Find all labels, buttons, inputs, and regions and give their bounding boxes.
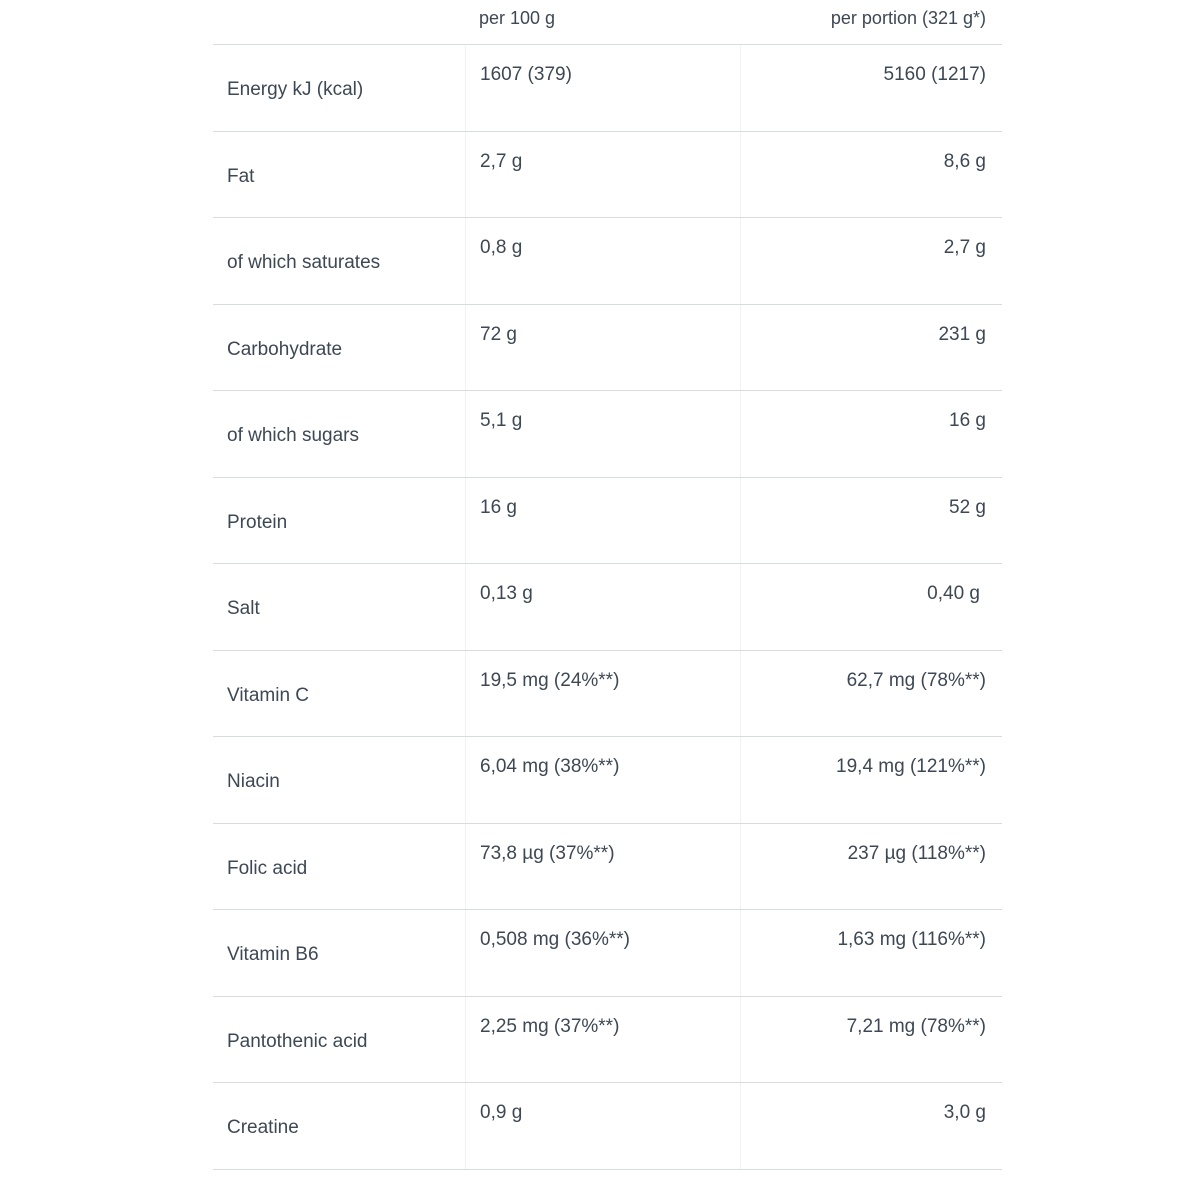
value-per-100g: 0,508 mg (36%**)	[465, 910, 740, 996]
value-per-portion: 0,40 g	[740, 564, 1002, 650]
table-row	[213, 824, 1002, 911]
value-per-portion: 237 µg (118%**)	[740, 824, 1002, 910]
nutrient-label: of which saturates	[227, 252, 381, 273]
table-row	[213, 478, 1002, 565]
nutrient-label: Fat	[227, 165, 255, 187]
value-per-100g: 2,7 g	[465, 132, 740, 218]
nutrient-label: Salt	[227, 598, 260, 619]
table-row	[213, 1083, 1002, 1170]
nutrient-label: Niacin	[227, 771, 280, 792]
header-label-cell	[213, 0, 465, 44]
value-per-portion: 231 g	[740, 305, 1002, 391]
value-per-portion: 7,21 mg (78%**)	[740, 997, 1002, 1083]
value-per-100g: 6,04 mg (38%**)	[465, 737, 740, 823]
value-per-portion: 2,7 g	[740, 218, 1002, 304]
nutrition-table	[213, 0, 1002, 1170]
value-per-portion: 19,4 mg (121%**)	[740, 737, 1002, 823]
table-row	[213, 218, 1002, 305]
table-row	[213, 45, 1002, 132]
value-per-portion: 3,0 g	[740, 1083, 1002, 1169]
header-per-portion: per portion (321 g*)	[830, 8, 986, 28]
value-per-100g: 2,25 mg (37%**)	[465, 997, 740, 1083]
nutrient-label: Protein	[227, 511, 288, 533]
value-per-100g: 1607 (379)	[465, 45, 740, 131]
value-per-100g: 16 g	[465, 478, 740, 564]
nutrient-label: Carbohydrate	[227, 338, 343, 360]
value-per-portion: 62,7 mg (78%**)	[740, 651, 1002, 737]
value-per-100g: 19,5 mg (24%**)	[465, 651, 740, 737]
table-row	[213, 305, 1002, 392]
value-per-100g: 0,8 g	[465, 218, 740, 304]
nutrient-label: Vitamin B6	[227, 944, 319, 965]
nutrient-label: Folic acid	[227, 857, 308, 879]
table-row	[213, 737, 1002, 824]
value-per-portion: 5160 (1217)	[740, 45, 1002, 131]
value-per-100g: 73,8 µg (37%**)	[465, 824, 740, 910]
nutrient-label: of which sugars	[227, 425, 360, 446]
value-per-100g: 0,9 g	[465, 1083, 740, 1169]
table-row	[213, 651, 1002, 738]
header-per-100g: per 100 g	[479, 8, 556, 28]
table-row	[213, 564, 1002, 651]
table-row	[213, 910, 1002, 997]
table-row	[213, 391, 1002, 478]
nutrient-label: Creatine	[227, 1117, 299, 1138]
table-row	[213, 997, 1002, 1084]
nutrient-label: Pantothenic acid	[227, 1030, 368, 1052]
value-per-100g: 72 g	[465, 305, 740, 391]
value-per-portion: 1,63 mg (116%**)	[740, 910, 1002, 996]
table-row	[213, 132, 1002, 219]
value-per-100g: 0,13 g	[465, 564, 740, 650]
value-per-portion: 52 g	[740, 478, 1002, 564]
value-per-portion: 8,6 g	[740, 132, 1002, 218]
table-header	[213, 0, 1002, 45]
nutrient-label: Energy kJ (kcal)	[227, 79, 364, 100]
value-per-portion: 16 g	[740, 391, 1002, 477]
nutrient-label: Vitamin C	[227, 684, 310, 706]
value-per-100g: 5,1 g	[465, 391, 740, 477]
